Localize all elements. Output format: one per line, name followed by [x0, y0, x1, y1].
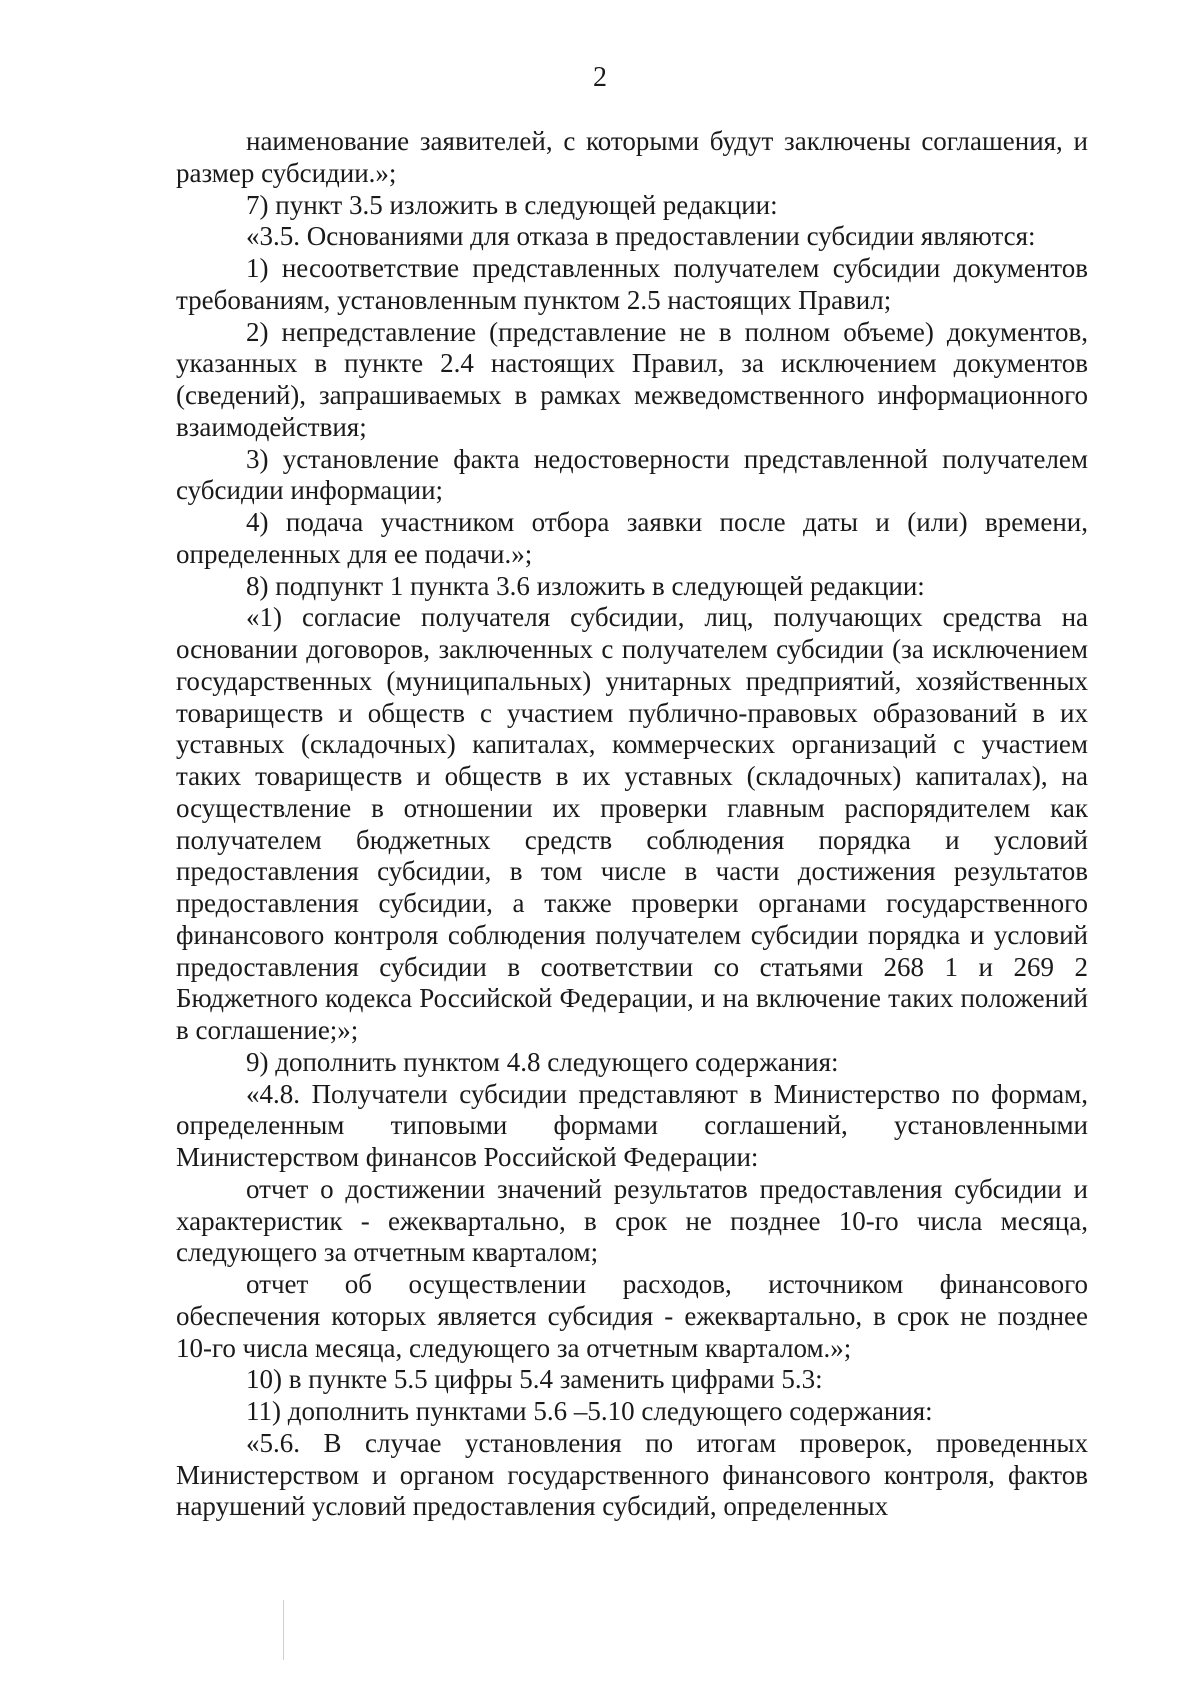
paragraph-refusal-2: 2) непредставление (представление не в полном объеме) документов, указанных в пункте 2.4 настоящих Правил, за исключением документов (сведений), запрашиваемых в рамках межведомственного информационного взаимодействия; — [176, 316, 1088, 442]
document-body — [176, 126, 1088, 1523]
paragraph-5-6: «5.6. В случае установления по итогам проверок, проведенных Министерством и органом государственного финансового контроля, фактов нарушений условий предоставления субсидий, определенных — [176, 1427, 1088, 1522]
paragraph-report-expenses: отчет об осуществлении расходов, источником финансового обеспечения которых является субсидия - ежеквартально, в срок не позднее 10-го числа месяца, следующего за отчетным кварталом.»; — [176, 1269, 1088, 1363]
paragraph-item-8: 8) подпункт 1 пункта 3.6 изложить в следующей редакции: — [246, 570, 925, 601]
paragraph-refusal-4: 4) подача участником отбора заявки после даты и (или) времени, определенных для ее подачи.»; — [176, 507, 1088, 569]
paragraph-item-9: 9) дополнить пунктом 4.8 следующего содержания: — [246, 1046, 839, 1077]
paragraph-consent: «1) согласие получателя субсидии, лиц, получающих средства на основании договоров, заключенных с получателем субсидии (за исключением государственных (муниципальных) унитарных предприятий, хозяйственных товариществ и обществ с участием публично-правовых образований в их уставных (складочных) капиталах, коммерческих организаций с участием таких товариществ и обществ в их уставных (складочных) капиталах), на осуществление в отношении их проверки главным распорядителем как получателем бюджетных средств соблюдения порядка и условий предоставления субсидии, в том числе в части достижения результатов предоставления субсидии, а также проверки органами государственного финансового контроля соблюдения получателем субсидии порядка и условий предоставления субсидии в соответствии со статьями 268 1 и 269 2 Бюджетного кодекса Российской Федерации, и на включение таких положений в соглашение;»; — [176, 602, 1088, 1045]
scan-artifact-line — [283, 1600, 284, 1660]
paragraph-report-results: отчет о достижении значений результатов предоставления субсидии и характеристик - ежеквартально, в срок не позднее 10-го числа месяца, следующего за отчетным кварталом; — [176, 1173, 1088, 1268]
paragraph-applicants: наименование заявителей, с которыми будут заключены соглашения, и размер субсидии.»; — [176, 126, 1088, 188]
paragraph-3-5: «3.5. Основаниями для отказа в предоставлении субсидии являются: — [246, 221, 1036, 252]
paragraph-item-11: 11) дополнить пунктами 5.6 –5.10 следующего содержания: — [246, 1396, 933, 1426]
paragraph-item-10: 10) в пункте 5.5 цифры 5.4 заменить цифрами 5.3: — [246, 1364, 823, 1395]
paragraph-refusal-1: 1) несоответствие представленных получателем субсидии документов требованиям, установленным пунктом 2.5 настоящих Правил; — [176, 253, 1088, 315]
paragraph-4-8: «4.8. Получатели субсидии представляют в Министерство по формам, определенным типовыми формами соглашений, установленными Министерством финансов Российской Федерации: — [176, 1078, 1088, 1172]
page-number: 2 — [593, 62, 607, 93]
paragraph-item-7: 7) пункт 3.5 изложить в следующей редакции: — [246, 189, 778, 220]
paragraph-refusal-3: 3) установление факта недостоверности представленной получателем субсидии информации; — [176, 443, 1088, 506]
